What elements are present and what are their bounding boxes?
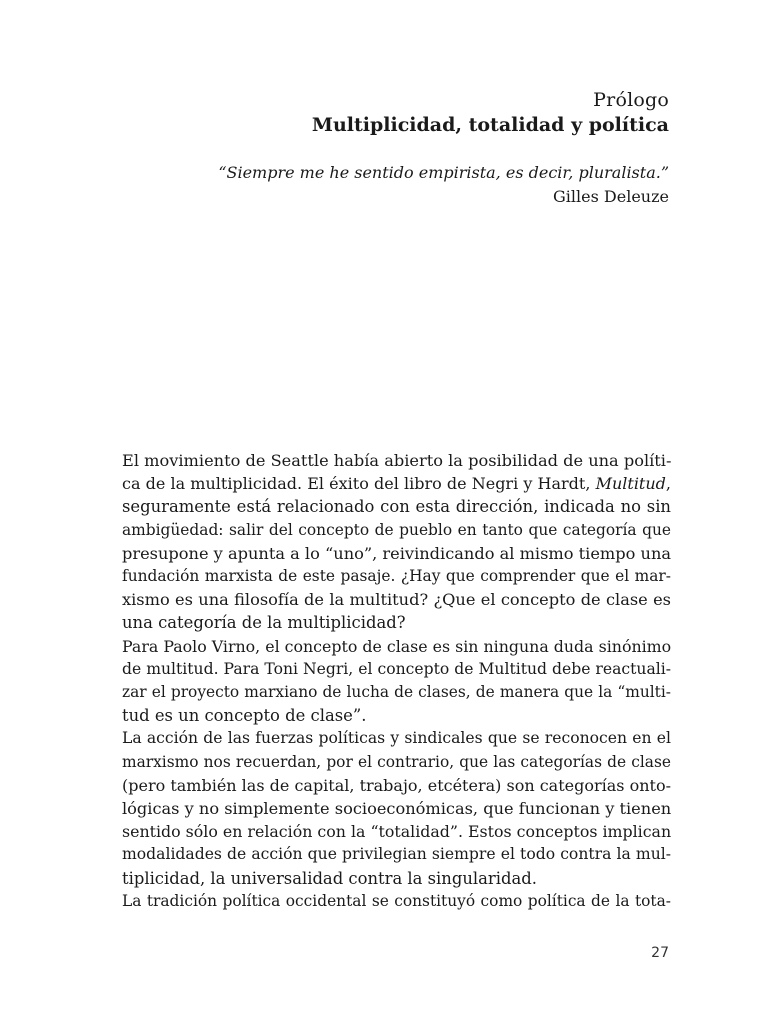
text-line: La acción de las fuerzas políticas y sindicales que se reconocen en el [122,729,671,748]
text-line: lógicas y no simplemente socioeconómicas, que funcionan y tienen [122,799,672,819]
body-text [122,449,671,913]
text-line: xismo es una filosofía de la multitud? ¿Que el concepto de clase es [122,590,671,610]
text-line: presupone y apunta a lo “uno”, reivindicando al mismo tiempo una [122,543,672,563]
text-line: modalidades de acción que privilegian siempre el todo contra la mul- [122,845,671,864]
text-line: fundación marxista de este pasaje. ¿Hay que comprender que el mar- [122,567,671,586]
epigraph-author: Gilles Deleuze [553,187,669,206]
text-line: tud es un concepto de clase”. [122,706,367,726]
chapter-label: Prólogo [593,89,669,111]
text-line: Para Paolo Virno, el concepto de clase es sin ninguna duda sinónimo [122,636,672,656]
text-line: de multitud. Para Toni Negri, el concepto de Multitud debe reactuali- [122,659,671,678]
text-line: seguramente está relacionado con esta dirección, indicada no sin [122,497,671,517]
text-line: marxismo nos recuerdan, por el contrario, que las categorías de clase [122,752,671,771]
text-line: ambigüedad: salir del concepto de pueblo en tanto que categoría que [122,520,671,539]
text-line: La tradición política occidental se constituyó como política de la tota- [122,891,671,910]
chapter-heading [312,88,669,138]
text-line: El movimiento de Seattle había abierto la posibilidad de una políti- [122,451,672,470]
text-line: una categoría de la multiplicidad? [122,613,406,633]
chapter-title: Multiplicidad, totalidad y política [311,114,669,136]
text-line: sentido sólo en relación con la “totalidad”. Estos conceptos implican [122,822,672,842]
epigraph [218,161,669,209]
text-line: ca de la multiplicidad. El éxito del libro de Negri y Hardt, Multitud, [122,474,671,494]
page-number: 27 [651,945,669,961]
epigraph-quote: “Siempre me he sentido empirista, es decir, pluralista.” [218,163,669,182]
text-line: zar el proyecto marxiano de lucha de clases, de manera que la “multi- [122,683,671,702]
text-line: (pero también las de capital, trabajo, etcétera) son categorías onto- [122,775,671,795]
text-line: tiplicidad, la universalidad contra la singularidad. [122,868,537,888]
